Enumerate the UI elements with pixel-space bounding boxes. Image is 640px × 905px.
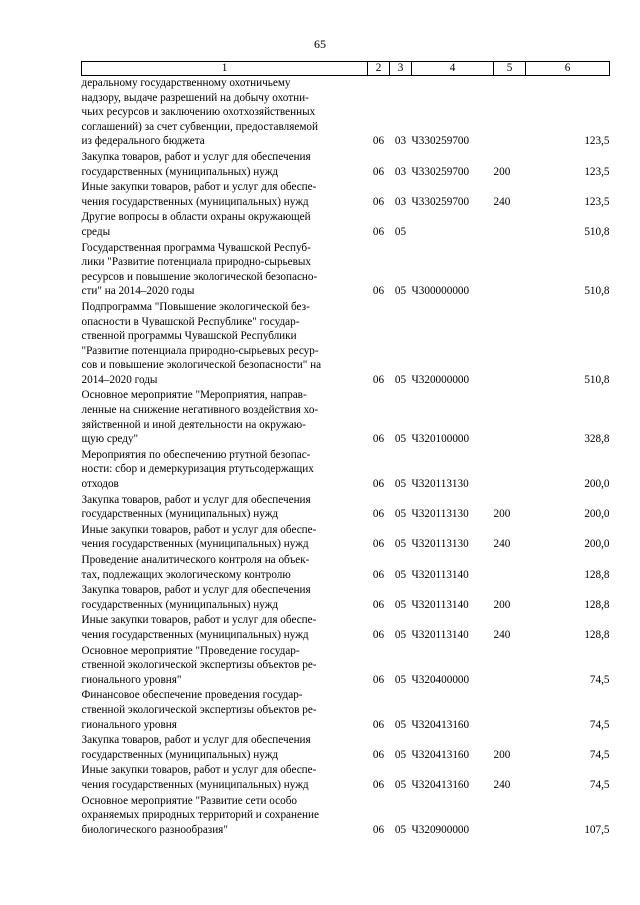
row-amount: 123,5 — [584, 165, 610, 178]
table-row — [82, 180, 610, 210]
row-target-article: Ч320113140 — [411, 628, 469, 641]
table-row — [82, 448, 610, 493]
row-expense-type: 240 — [493, 778, 511, 791]
budget-table — [81, 61, 610, 838]
table-row — [82, 300, 610, 389]
row-target-article: Ч320113130 — [411, 478, 469, 491]
table-row — [82, 241, 610, 300]
table-row — [82, 794, 610, 839]
row-amount: 510,8 — [584, 373, 610, 386]
row-section: 06 — [372, 778, 385, 791]
row-section: 06 — [372, 433, 385, 446]
row-description: Закупка товаров, работ и услуг для обеспечения государственных (муниципальных) нужд — [81, 493, 311, 521]
table-row — [82, 553, 610, 583]
row-section: 06 — [372, 598, 385, 611]
table-row — [82, 210, 610, 240]
row-section: 06 — [372, 478, 385, 491]
row-expense-type — [494, 644, 526, 689]
row-amount: 200,0 — [584, 538, 610, 551]
row-subsection: 03 — [394, 165, 407, 178]
row-amount: 510,8 — [584, 285, 610, 298]
row-description: Проведение аналитического контроля на объек- тах, подлежащих экологическому контролю — [81, 554, 310, 581]
row-description: Закупка товаров, работ и услуг для обеспечения государственных (муниципальных) нужд — [81, 150, 311, 178]
table-row — [82, 763, 610, 793]
row-expense-type — [494, 794, 526, 839]
row-amount: 510,8 — [584, 225, 610, 238]
table-row — [82, 76, 610, 150]
row-amount: 74,5 — [589, 718, 610, 731]
row-target-article: Ч320113130 — [411, 538, 469, 551]
row-description: Закупка товаров, работ и услуг для обеспечения государственных (муниципальных) нужд — [81, 584, 311, 611]
row-expense-type: 200 — [493, 508, 511, 521]
row-amount: 74,5 — [589, 673, 610, 686]
row-subsection: 05 — [394, 673, 407, 686]
row-subsection: 05 — [394, 823, 407, 836]
row-subsection: 05 — [394, 433, 407, 446]
row-amount: 74,5 — [589, 748, 610, 761]
row-description: Финансовое обеспечение проведения государ- ственной экологической экспертизы объектов ре- гионального уровня — [81, 689, 317, 731]
row-expense-type — [494, 553, 526, 583]
row-section: 06 — [372, 748, 385, 761]
row-subsection: 03 — [394, 195, 407, 208]
table-row — [82, 733, 610, 763]
row-description: Основное мероприятие "Мероприятия, направ- ленные на снижение негативного воздействия хо- зяйственной и иной деятельности на окружаю- щую среду" — [81, 389, 319, 446]
row-amount: 123,5 — [584, 195, 610, 208]
row-expense-type — [494, 688, 526, 733]
row-amount: 200,0 — [584, 478, 610, 491]
row-subsection: 05 — [394, 538, 407, 551]
row-target-article: Ч320900000 — [411, 823, 470, 836]
header-col-3: 3 — [390, 62, 412, 76]
row-subsection: 05 — [394, 568, 407, 581]
row-section: 06 — [372, 373, 385, 386]
table-body — [82, 76, 610, 839]
row-description: Иные закупки товаров, работ и услуг для обеспе- чения государственных (муниципальных) нужд — [81, 764, 317, 791]
row-target-article: Ч320113140 — [411, 568, 469, 581]
row-section: 06 — [372, 508, 385, 521]
row-description: Иные закупки товаров, работ и услуг для обеспе- чения государственных (муниципальных) нужд — [81, 614, 317, 641]
row-section: 06 — [372, 628, 385, 641]
row-expense-type — [494, 448, 526, 493]
row-expense-type: 200 — [493, 165, 511, 178]
row-description: Другие вопросы в области охраны окружающей среды — [81, 211, 311, 238]
row-subsection: 05 — [394, 718, 407, 731]
header-col-1: 1 — [82, 62, 368, 76]
row-description: Государственная программа Чувашской Респуб- лики "Развитие потенциала природно-сырьевых ресурсов и повышение экологической безопасно- сти" на 2014–2020 годы — [81, 241, 318, 298]
row-amount: 200,0 — [584, 508, 610, 521]
table-row — [82, 644, 610, 689]
row-target-article: Ч320000000 — [411, 373, 470, 386]
row-target-article: Ч320413160 — [411, 718, 470, 731]
row-section: 06 — [372, 195, 385, 208]
page-number: 65 — [314, 37, 326, 51]
table-header-row — [82, 62, 610, 76]
row-subsection: 05 — [394, 628, 407, 641]
row-description: Закупка товаров, работ и услуг для обеспечения государственных (муниципальных) нужд — [81, 734, 311, 761]
header-col-2: 2 — [368, 62, 390, 76]
row-description: Иные закупки товаров, работ и услуг для обеспе- чения государственных (муниципальных) нужд — [81, 181, 317, 208]
table-row — [82, 388, 610, 447]
header-col-5: 5 — [494, 62, 526, 76]
row-section: 06 — [372, 225, 385, 238]
row-section: 06 — [372, 568, 385, 581]
row-target-article: Ч330259700 — [411, 195, 470, 208]
row-section: 06 — [372, 135, 385, 148]
table-row — [82, 688, 610, 733]
row-subsection: 05 — [394, 478, 407, 491]
row-expense-type: 240 — [493, 195, 511, 208]
row-subsection: 05 — [394, 373, 407, 386]
row-section: 06 — [372, 718, 385, 731]
row-subsection: 05 — [394, 598, 407, 611]
row-subsection: 05 — [394, 285, 407, 298]
row-amount: 74,5 — [589, 778, 610, 791]
row-expense-type — [494, 241, 526, 300]
header-col-6: 6 — [526, 62, 610, 76]
row-description: Подпрограмма "Повышение экологической без- опасности в Чувашской Республике" государ- ственной программы Чувашской Республики "Развитие потенциала природно-сырьевых ресур- сов и повышение экологической безопасности" на 2014–2020 годы — [81, 300, 322, 386]
table-row — [82, 613, 610, 643]
row-amount: 128,8 — [584, 628, 610, 641]
row-amount: 128,8 — [584, 568, 610, 581]
row-target-article: Ч330259700 — [411, 135, 470, 148]
row-amount: 123,5 — [584, 135, 610, 148]
row-target-article: Ч320100000 — [411, 433, 470, 446]
row-expense-type: 200 — [493, 598, 511, 611]
row-amount: 128,8 — [584, 598, 610, 611]
row-subsection: 05 — [394, 778, 407, 791]
row-expense-type: 240 — [493, 628, 511, 641]
table-row — [82, 493, 610, 523]
row-subsection: 05 — [394, 748, 407, 761]
row-section: 06 — [372, 285, 385, 298]
row-subsection: 03 — [394, 135, 407, 148]
row-target-article — [412, 210, 494, 240]
table-row — [82, 523, 610, 553]
row-target-article: Ч320113130 — [411, 508, 469, 521]
header-col-4: 4 — [412, 62, 494, 76]
row-target-article: Ч320413160 — [411, 748, 470, 761]
row-description: Иные закупки товаров, работ и услуг для обеспе- чения государственных (муниципальных) нужд — [81, 523, 317, 551]
row-description: Основное мероприятие "Проведение государ- ственной экологической экспертизы объектов ре- гионального уровня" — [81, 644, 317, 686]
table-row — [82, 583, 610, 613]
row-description: деральному государственному охотничьему надзору, выдаче разрешений на добычу охотни- чьих ресурсов и заключению охотхозяйственных соглашений) за счет субвенции, предоставляемой из федерального бюджета — [81, 77, 318, 148]
row-expense-type — [494, 76, 526, 150]
row-target-article: Ч320113140 — [411, 598, 469, 611]
row-expense-type — [494, 210, 526, 240]
row-description: Мероприятия по обеспечению ртутной безопас- ности: сбор и демеркуризация ртутьсодержащих отходов — [81, 448, 314, 491]
row-expense-type — [494, 388, 526, 447]
row-subsection: 05 — [394, 225, 407, 238]
row-amount: 107,5 — [584, 823, 610, 836]
row-target-article: Ч320413160 — [411, 778, 470, 791]
table-row — [82, 150, 610, 180]
row-subsection: 05 — [394, 508, 407, 521]
row-target-article: Ч330259700 — [411, 165, 470, 178]
row-target-article: Ч300000000 — [411, 285, 470, 298]
row-section: 06 — [372, 823, 385, 836]
row-expense-type — [494, 300, 526, 389]
row-section: 06 — [372, 673, 385, 686]
row-expense-type: 200 — [493, 748, 511, 761]
row-section: 06 — [372, 538, 385, 551]
row-expense-type: 240 — [493, 538, 511, 551]
row-amount: 328,8 — [584, 433, 610, 446]
row-section: 06 — [372, 165, 385, 178]
row-target-article: Ч320400000 — [411, 673, 470, 686]
row-description: Основное мероприятие "Развитие сети особо охраняемых природных территорий и сохранение биологического разнообразия" — [81, 794, 319, 836]
